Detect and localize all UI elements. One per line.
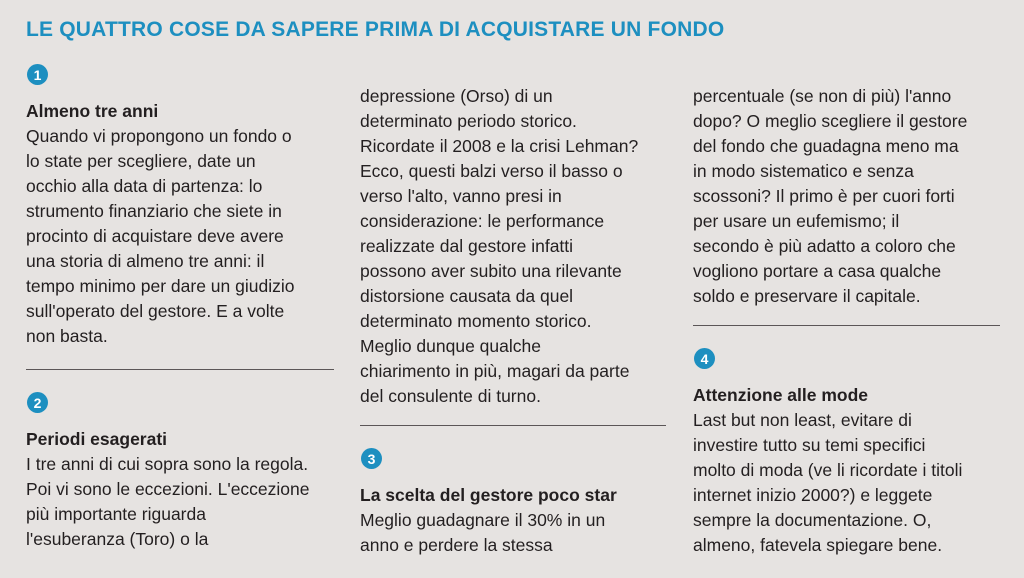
article-title: LE QUATTRO COSE DA SAPERE PRIMA DI ACQUISTARE UN FONDO: [26, 18, 725, 41]
column-1: [26, 64, 338, 552]
section-body-3-continued: percentuale (se non di più) l'anno dopo? O meglio scegliere il gestore del fondo che guadagna meno ma in modo sistematico e senza scossoni? Il primo è per cuori forti per usare un eufemismo; il secondo è più adatto a coloro che vogliono portare a casa qualche soldo e preservare il capitale.: [693, 86, 968, 306]
section-body-3: Meglio guadagnare il 30% in un anno e perdere la stessa: [360, 510, 606, 555]
section-heading-1: Almeno tre anni: [26, 101, 159, 121]
section-number-badge-2: 2: [27, 392, 48, 413]
section-body-4: Last but non least, evitare di investire tutto su temi specifici molto di moda (ve li ricordate i titoli internet inizio 2000?) e leggete sempre la documentazione. O, almeno, fatevela spiegare bene.: [693, 410, 963, 555]
section-heading-2: Periodi esagerati: [26, 429, 168, 449]
section-number-badge-4: 4: [694, 348, 715, 369]
section-heading-4: Attenzione alle mode: [693, 385, 869, 405]
section-body-2: I tre anni di cui sopra sono la regola. Poi vi sono le eccezioni. L'eccezione più importante riguarda l'esuberanza (Toro) o la: [26, 454, 310, 549]
section-divider: [26, 369, 334, 370]
section-divider: [360, 425, 666, 426]
section-number-badge-3: 3: [361, 448, 382, 469]
section-heading-3: La scelta del gestore poco star: [360, 485, 617, 505]
column-2: [360, 84, 666, 558]
column-3: [693, 84, 1003, 558]
section-body-2-continued: depressione (Orso) di un determinato periodo storico. Ricordate il 2008 e la crisi Lehman? Ecco, questi balzi verso il basso o verso l'alto, vanno presi in considerazione: le performance realizzate dal gestore infatti possono aver subito una rilevante distorsione causata da quel determinato momento storico. Meglio dunque qualche chiarimento in più, magari da parte del consulente di turno.: [360, 86, 639, 406]
section-number-badge-1: 1: [27, 64, 48, 85]
section-body-1: Quando vi propongono un fondo o lo state per scegliere, date un occhio alla data di partenza: lo strumento finanziario che siete in procinto di acquistare deve avere una storia di almeno tre anni: il tempo minimo per dare un giudizio sull'operato del gestore. E a volte non basta.: [26, 126, 295, 346]
section-divider: [693, 325, 1000, 326]
